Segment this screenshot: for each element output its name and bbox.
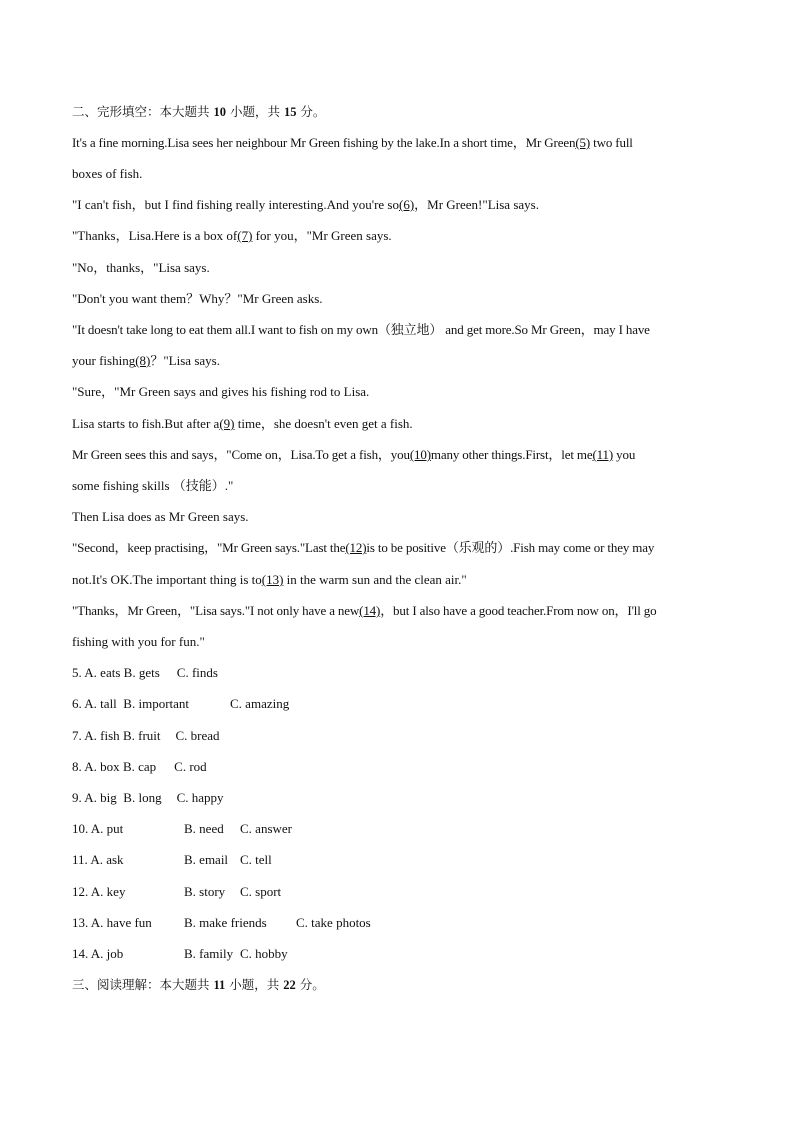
passage-line: fishing with you for fun.": [72, 634, 205, 649]
heading-text: 小题，共: [225, 977, 284, 992]
passage-line: "I can't fish，but I find fishing really interesting.And you're so(6)，Mr Green!"Lisa says.: [72, 197, 539, 212]
blank-10: (10): [409, 447, 431, 462]
option-row: 12. A. key B. story C. sport: [72, 884, 282, 899]
heading-text: 小题，共: [225, 104, 284, 119]
option-row: 7. A. fish B. fruit C. bread: [72, 728, 220, 743]
question-count: 11: [213, 978, 226, 992]
passage-line: "It doesn't take long to eat them all.I want to fish on my own（独立地） and get more.So Mr Green，may I have: [72, 322, 650, 337]
heading-text: 三、阅读理解：本大题共: [72, 977, 214, 992]
passage-line: "Sure，"Mr Green says and gives his fishing rod to Lisa.: [72, 384, 370, 399]
passage-line: boxes of fish.: [72, 166, 143, 181]
passage-line: "No，thanks，"Lisa says.: [72, 260, 210, 275]
blank-12: (12): [345, 540, 367, 555]
heading-text: 分。: [295, 977, 325, 992]
score-total: 22: [283, 978, 296, 992]
option-row: 8. A. box B. cap C. rod: [72, 759, 207, 774]
blank-7: (7): [237, 228, 253, 243]
heading-text: 分。: [296, 104, 326, 119]
section-2-heading: [72, 103, 732, 121]
blank-5: (5): [575, 135, 591, 150]
option-row: 13. A. have fun B. make friends C. take photos: [72, 915, 371, 930]
section-3-heading: [72, 976, 732, 994]
option-row: 14. A. job B. family C. hobby: [72, 946, 288, 961]
passage-line: "Second，keep practising，"Mr Green says."Last the(12)is to be positive（乐观的）.Fish may come or they may: [72, 540, 655, 555]
passage-line: It's a fine morning.Lisa sees her neighbour Mr Green fishing by the lake.In a short time，Mr Green(5) two full: [72, 135, 633, 150]
blank-13: (13): [261, 572, 284, 587]
score-total: 15: [283, 105, 297, 119]
passage-line: "Thanks，Lisa.Here is a box of(7) for you，"Mr Green says.: [72, 228, 392, 243]
heading-text: 二、完形填空：本大题共: [72, 104, 214, 119]
option-row: 10. A. put B. need C. answer: [72, 821, 292, 836]
passage-line: "Don't you want them？Why？"Mr Green asks.: [72, 291, 323, 306]
option-row: 6. A. tall B. important C. amazing: [72, 696, 290, 711]
passage-line: "Thanks，Mr Green，"Lisa says."I not only have a new(14)，but I also have a good teacher.From now on，I'll go: [72, 603, 657, 618]
passage-line: Lisa starts to fish.But after a(9) time，she doesn't even get a fish.: [72, 416, 413, 431]
passage-line: some fishing skills （技能）.": [72, 478, 234, 493]
option-row: 11. A. ask B. email C. tell: [72, 852, 272, 867]
passage-line: Mr Green sees this and says，"Come on，Lisa.To get a fish，you(10)many other things.First，let me(11) you: [72, 447, 636, 462]
passage-line: Then Lisa does as Mr Green says.: [72, 509, 249, 524]
option-row: 5. A. eats B. gets C. finds: [72, 665, 218, 680]
blank-6: (6): [398, 197, 415, 212]
question-count: 10: [213, 105, 226, 119]
blank-14: (14): [359, 603, 381, 618]
blank-11: (11): [592, 447, 614, 462]
passage-line: not.It's OK.The important thing is to(13) in the warm sun and the clean air.": [72, 572, 467, 587]
option-row: 9. A. big B. long C. happy: [72, 790, 224, 805]
blank-8: (8): [135, 353, 151, 368]
blank-9: (9): [219, 416, 235, 431]
passage-line: your fishing(8)？"Lisa says.: [72, 353, 220, 368]
